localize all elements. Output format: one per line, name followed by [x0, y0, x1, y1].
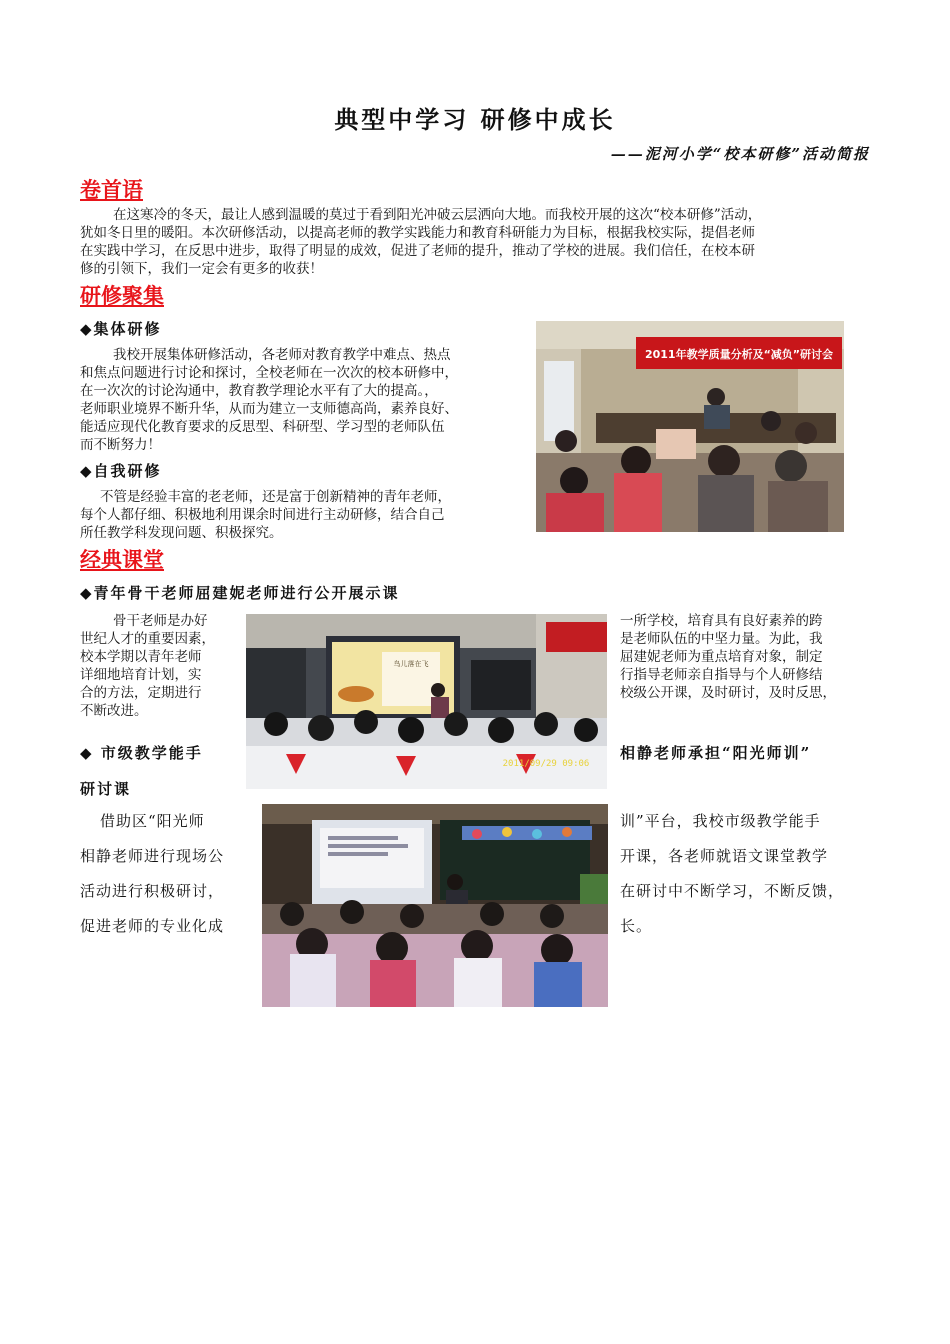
city-left-line: 借助区“阳光师	[100, 812, 205, 830]
open-left-line: 骨干老师是办好	[113, 613, 208, 629]
section-heading-intro: 卷首语	[80, 178, 143, 202]
city-class-photo	[262, 804, 608, 1007]
city-left-line: 相静老师进行现场公	[80, 847, 225, 865]
group-line: 而不断努力！	[80, 437, 161, 453]
section-heading-focus: 研修聚集	[80, 284, 164, 308]
section-heading-classroom: 经典课堂	[80, 548, 164, 572]
open-class-heading: ◆青年骨干老师屈建妮老师进行公开展示课	[80, 584, 400, 602]
city-class-right-text	[620, 804, 870, 944]
group-line: 在一次次的讨论沟通中，教育教学理论水平有了大的提高。，	[80, 383, 438, 399]
intro-line: 在这寒冷的冬天，最让人感到温暖的莫过于看到阳光冲破云层洒向大地。而我校开展的这次“校本研修”活动，	[113, 207, 762, 223]
city-class-heading-left: ◆ 市级教学能手	[80, 744, 203, 762]
open-left-line: 校本学期以青年老师	[80, 649, 202, 665]
open-left-line: 详细地培育计划，实	[80, 667, 202, 683]
group-research-paragraph	[80, 346, 520, 454]
group-line: 老师职业境界不断升华，从而为建立一支师德高尚，素养良好、	[80, 401, 458, 417]
page-subtitle: ——泥河小学“校本研修”活动简报	[610, 145, 870, 163]
city-right-line: 训”平台，我校市级教学能手	[620, 812, 821, 830]
meeting-banner-text: 2011年教学质量分析及“减负”研讨会	[644, 348, 834, 361]
self-research-paragraph	[80, 488, 520, 542]
open-class-photo	[246, 614, 607, 789]
page-title: 典型中学习 研修中成长	[334, 105, 616, 134]
open-class-right-text	[620, 612, 870, 702]
open-right-line: 一所学校，培育具有良好素养的跨	[620, 613, 823, 629]
self-line: 每个人都仔细、积极地利用课余时间进行主动研修，结合自己	[80, 507, 445, 523]
meeting-photo	[536, 321, 844, 532]
open-right-line: 校级公开课，及时研讨，及时反思，	[620, 685, 836, 701]
city-right-line: 长。	[620, 917, 653, 935]
open-left-line: 世纪人才的重要因素，	[80, 631, 215, 647]
intro-paragraph	[80, 206, 880, 278]
group-line: 能适应现代化教育要求的反思型、科研型、学习型的老师队伍	[80, 419, 445, 435]
group-line: 我校开展集体研修活动，各老师对教育教学中难点、热点	[113, 347, 451, 363]
self-line: 所任教学科发现问题、积极探究。	[80, 525, 283, 541]
photo-timestamp: 2011/09/29 09:06	[502, 759, 590, 769]
open-right-line: 是老师队伍的中坚力量。为此，我	[620, 631, 823, 647]
self-line: 不管是经验丰富的老老师，还是富于创新精神的青年老师，	[100, 489, 451, 505]
group-research-heading: ◆集体研修	[80, 320, 162, 338]
screen-text: 鸟儿落在飞	[393, 660, 429, 668]
open-right-line: 屈建妮老师为重点培育对象，制定	[620, 649, 823, 665]
city-left-line: 活动进行积极研讨，	[80, 882, 225, 900]
open-class-left-text	[80, 612, 240, 720]
intro-line: 犹如冬日里的暖阳。本次研修活动，以提高老师的教学实践能力和教育科研能力为目标，根据我校实际，提倡老师	[80, 225, 755, 241]
intro-line: 在实践中学习，在反思中进步，取得了明显的成效，促进了老师的提升，推动了学校的进展。我们信任，在校本研	[80, 243, 755, 259]
open-right-line: 行指导老师亲自指导与个人研修结	[620, 667, 823, 683]
open-left-line: 不断改进。	[80, 703, 148, 719]
intro-line: 修的引领下，我们一定会有更多的收获！	[80, 261, 323, 277]
city-right-line: 在研讨中不断学习，不断反馈，	[620, 882, 845, 900]
city-class-heading-tail: 研讨课	[80, 780, 132, 798]
city-class-heading-right: 相静老师承担“阳光师训”	[620, 744, 812, 762]
city-class-left-text	[80, 804, 260, 944]
city-right-line: 开课，各老师就语文课堂教学	[620, 847, 829, 865]
self-research-heading: ◆自我研修	[80, 462, 162, 480]
open-left-line: 合的方法，定期进行	[80, 685, 202, 701]
group-line: 和焦点问题进行讨论和探讨，全校老师在一次次的校本研修中，	[80, 365, 458, 381]
city-left-line: 促进老师的专业化成	[80, 917, 225, 935]
